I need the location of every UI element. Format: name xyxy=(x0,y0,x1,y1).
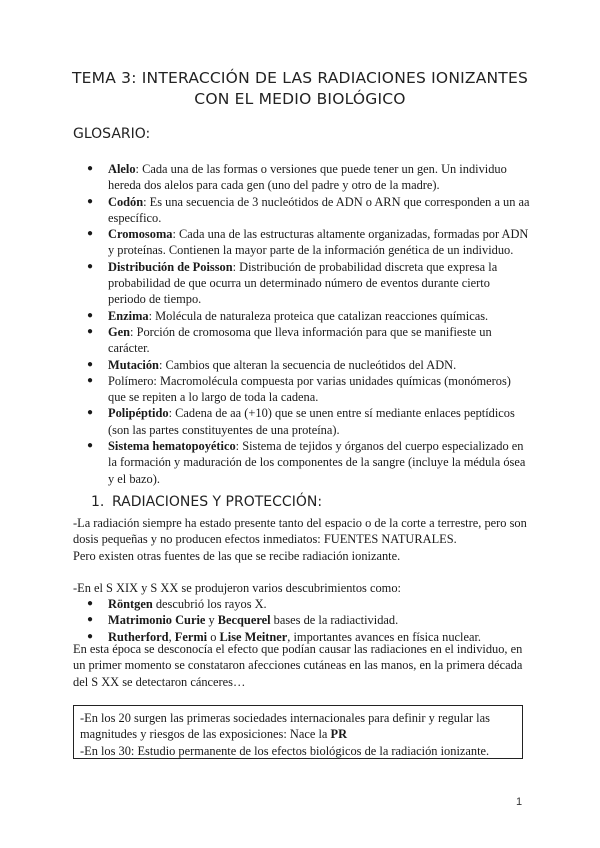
title-line-2: CON EL MEDIO BIOLÓGICO xyxy=(194,90,406,108)
glossary-item xyxy=(87,357,530,373)
glossary-term: Codón xyxy=(108,194,144,209)
glossary-definition: : Porción de cromosoma que lleva información para que se manifieste un carácter. xyxy=(108,324,492,356)
discoveries-list xyxy=(87,596,530,645)
bullet-icon: ● xyxy=(87,195,94,207)
history-box xyxy=(73,705,523,759)
glossary-definition: : Cambios que alteran la secuencia de nucleótidos del ADN. xyxy=(158,357,457,372)
box-line xyxy=(80,710,516,743)
bullet-icon: ● xyxy=(87,260,94,272)
glossary-term: Alelo xyxy=(108,162,136,176)
glossary-item xyxy=(87,259,530,308)
discovery-text: , xyxy=(168,629,175,644)
glossary-definition: : Cada una de las estructuras altamente organizadas, formadas por ADN y proteínas. Contienen la mayor parte de la información genética de un individuo. xyxy=(108,227,529,258)
paragraph-natural-sources xyxy=(73,515,533,564)
discovery-name: Lise Meitner xyxy=(219,629,288,644)
bullet-icon: ● xyxy=(87,358,94,370)
section-title: RADIACIONES Y PROTECCIÓN: xyxy=(112,494,323,510)
discovery-text: descubrió los rayos X. xyxy=(152,597,267,611)
glossary-heading: GLOSARIO: xyxy=(73,126,151,142)
discovery-name: Röntgen xyxy=(108,597,153,611)
page-number: 1 xyxy=(516,796,523,808)
paragraph-early-effects: En esta época se desconocía el efecto que podían causar las radiaciones en el individuo, en un primer momento se constataron afecciones cutáneas en las manos, en la primera década del S XX se detectaron cánceres… xyxy=(73,642,523,689)
discovery-text: , importantes avances en física nuclear. xyxy=(287,629,481,644)
bullet-icon: ● xyxy=(87,325,94,337)
glossary-item xyxy=(87,373,530,406)
discovery-name: Rutherford xyxy=(108,629,169,644)
discovery-name: Matrimonio Curie xyxy=(108,613,206,628)
glossary-definition: : Molécula de naturaleza proteica que catalizan reacciones químicas. xyxy=(148,308,489,323)
glossary-term: Enzima xyxy=(108,308,149,323)
glossary-item xyxy=(87,438,530,487)
glossary-term: Polipéptido xyxy=(108,406,169,421)
bullet-icon: ● xyxy=(87,163,94,174)
discovery-name: Fermi xyxy=(174,629,208,644)
bullet-icon: ● xyxy=(87,614,94,626)
glossary-definition: : Sistema de tejidos y órganos del cuerpo especializado en la formación y maduración de los componentes de la sangre (incluye la médula ósea y el bazo). xyxy=(108,439,526,486)
glossary-definition: : Distribución de probabilidad discreta que expresa la probabilidad de que ocurra un determinado número de eventos durante cierto periodo de tiempo. xyxy=(108,259,498,307)
discovery-text: o xyxy=(207,629,220,644)
paragraph-discoveries-intro: -En el S XIX y S XX se produjeron varios descubrimientos como: xyxy=(73,581,401,595)
discovery-item xyxy=(87,612,530,628)
bullet-icon: ● xyxy=(87,228,94,240)
bullet-icon: ● xyxy=(87,309,94,321)
glossary-item xyxy=(87,308,530,324)
discovery-text: bases de la radiactividad. xyxy=(270,613,399,628)
discovery-name: Becquerel xyxy=(217,613,271,628)
paragraph-line: -La radiación siempre ha estado presente tanto del espacio o de la corte a terrestre, pero son dosis pequeñas y no producen efectos inmediatos: FUENTES NATURALES. xyxy=(73,516,527,547)
glossary-list xyxy=(87,161,530,487)
paragraph-line: Pero existen otras fuentes de las que se recibe radiación ionizante. xyxy=(73,548,401,563)
glossary-item xyxy=(87,226,530,259)
glossary-item xyxy=(87,324,530,357)
glossary-term: Gen xyxy=(108,324,131,339)
glossary-item xyxy=(87,194,530,227)
section-heading xyxy=(91,494,322,510)
glossary-definition: : Es una secuencia de 3 nucleótidos de ADN o ARN que corresponden a un aa específico. xyxy=(108,194,530,225)
box-line: -En los 30: Estudio permanente de los efectos biológicos de la radiación ionizante. xyxy=(80,743,490,758)
glossary-definition: Polímero: Macromolécula compuesta por varias unidades químicas (monómeros) que se repiten a lo largo de toda la cadena. xyxy=(108,373,511,405)
glossary-term: Sistema hematopoyético xyxy=(108,439,236,454)
bullet-icon: ● xyxy=(87,440,94,452)
box-text: -En los 20 surgen las primeras sociedades internacionales para definir y regular las magnitudes y riesgos de las exposiciones: Nace la xyxy=(80,711,490,742)
bullet-icon: ● xyxy=(87,374,94,386)
title-line-1: TEMA 3: INTERACCIÓN DE LAS RADIACIONES IONIZANTES xyxy=(71,69,528,87)
glossary-term: Cromosoma xyxy=(108,227,173,242)
document-title xyxy=(60,68,540,110)
glossary-term: Distribución de Poisson xyxy=(108,259,233,274)
glossary-definition: : Cada una de las formas o versiones que puede tener un gen. Un individuo hereda dos alelos para cada gen (uno del padre y otro de la madre). xyxy=(108,162,507,193)
section-number: 1. xyxy=(91,494,105,510)
glossary-definition: : Cadena de aa (+10) que se unen entre sí mediante enlaces peptídicos (son las partes constituyentes de una proteína). xyxy=(108,406,515,437)
glossary-term: Mutación xyxy=(108,357,159,372)
glossary-item xyxy=(87,405,530,438)
bullet-icon: ● xyxy=(87,630,94,642)
discovery-item xyxy=(87,596,530,612)
bullet-icon: ● xyxy=(87,598,94,609)
discovery-text: y xyxy=(205,613,218,628)
bullet-icon: ● xyxy=(87,407,94,419)
glossary-item xyxy=(87,161,530,194)
box-bold-text: PR xyxy=(330,727,348,742)
